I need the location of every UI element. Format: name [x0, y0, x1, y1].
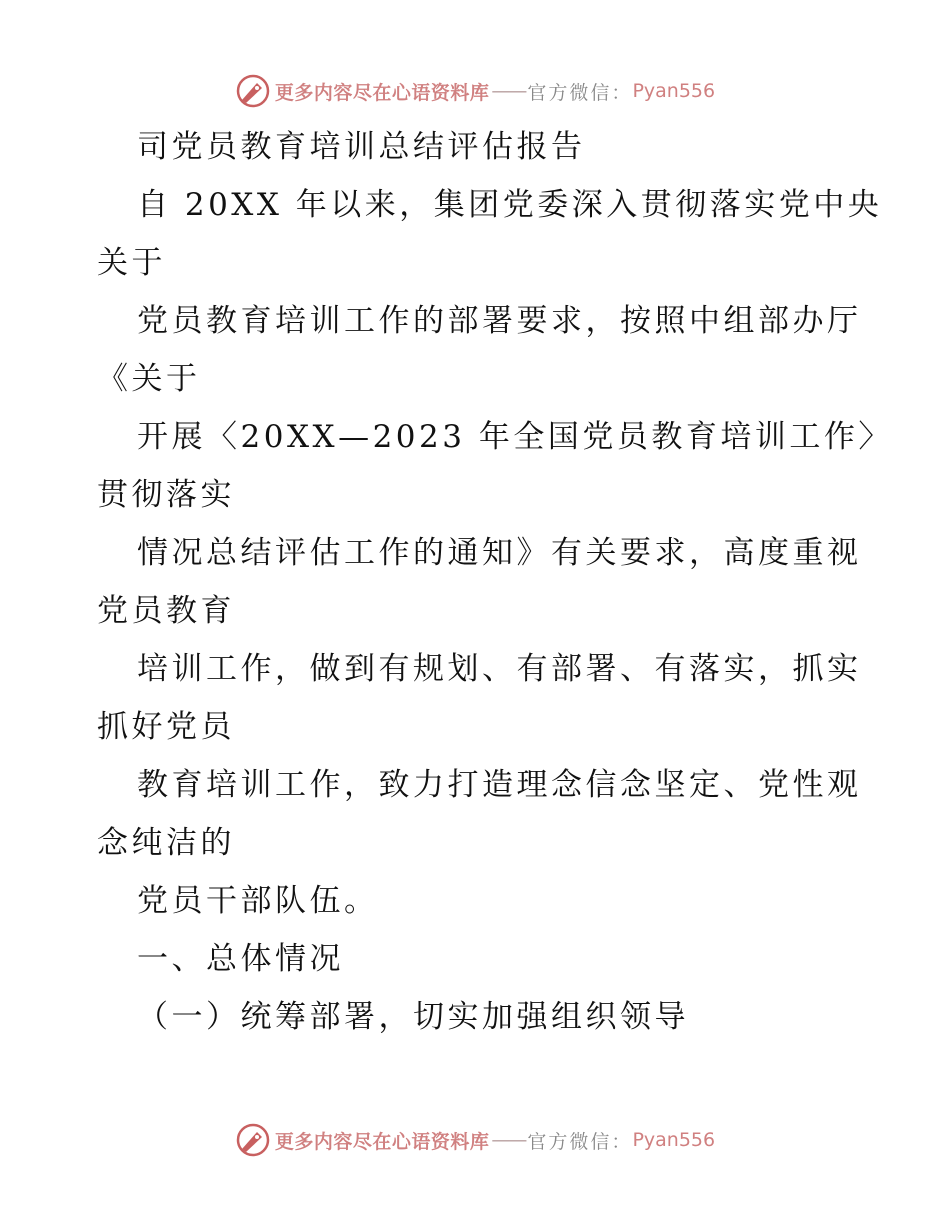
paragraph-line: 党员干部队伍。: [137, 883, 379, 919]
watermark-dash: ——: [491, 80, 526, 102]
paragraph-line: 教育培训工作，致力打造理念信念坚定、党性观: [137, 767, 862, 803]
paragraph-line: 念纯洁的: [97, 825, 235, 861]
paragraph-line: 《关于: [97, 361, 201, 397]
watermark-wechat-id: Pyan556: [632, 1129, 716, 1151]
watermark-brand: 更多内容尽在心语资料库: [274, 1130, 490, 1153]
footer-watermark: [0, 1120, 950, 1160]
paragraph-line: 自 20XX 年以来，集团党委深入贯彻落实党中央: [137, 187, 883, 223]
watermark-dash: ——: [491, 1129, 526, 1151]
pen-nib-icon: [235, 73, 271, 109]
watermark-official-label: 官方微信：: [527, 1130, 633, 1153]
paragraph-line: 党员教育培训工作的部署要求，按照中组部办厅: [137, 303, 862, 339]
paragraph-line: 开展〈20XX—2023 年全国党员教育培训工作〉: [137, 419, 893, 455]
paragraph-line: 关于: [97, 245, 166, 281]
paragraph-line: 贯彻落实: [97, 477, 235, 513]
paragraph-line: 情况总结评估工作的通知》有关要求，高度重视: [137, 535, 862, 571]
document-body: [97, 118, 893, 1046]
pen-nib-icon: [235, 1122, 271, 1158]
subsection-heading: （一）统筹部署，切实加强组织领导: [137, 999, 689, 1035]
section-heading: 一、总体情况: [137, 941, 344, 977]
watermark-wechat-id: Pyan556: [632, 80, 716, 102]
header-watermark: [0, 71, 950, 111]
paragraph-line: 党员教育: [97, 593, 235, 629]
paragraph-line: 抓好党员: [97, 709, 235, 745]
document-title: 司党员教育培训总结评估报告: [137, 129, 586, 165]
watermark-brand: 更多内容尽在心语资料库: [274, 81, 490, 104]
paragraph-line: 培训工作，做到有规划、有部署、有落实，抓实: [137, 651, 862, 687]
watermark-official-label: 官方微信：: [527, 81, 633, 104]
